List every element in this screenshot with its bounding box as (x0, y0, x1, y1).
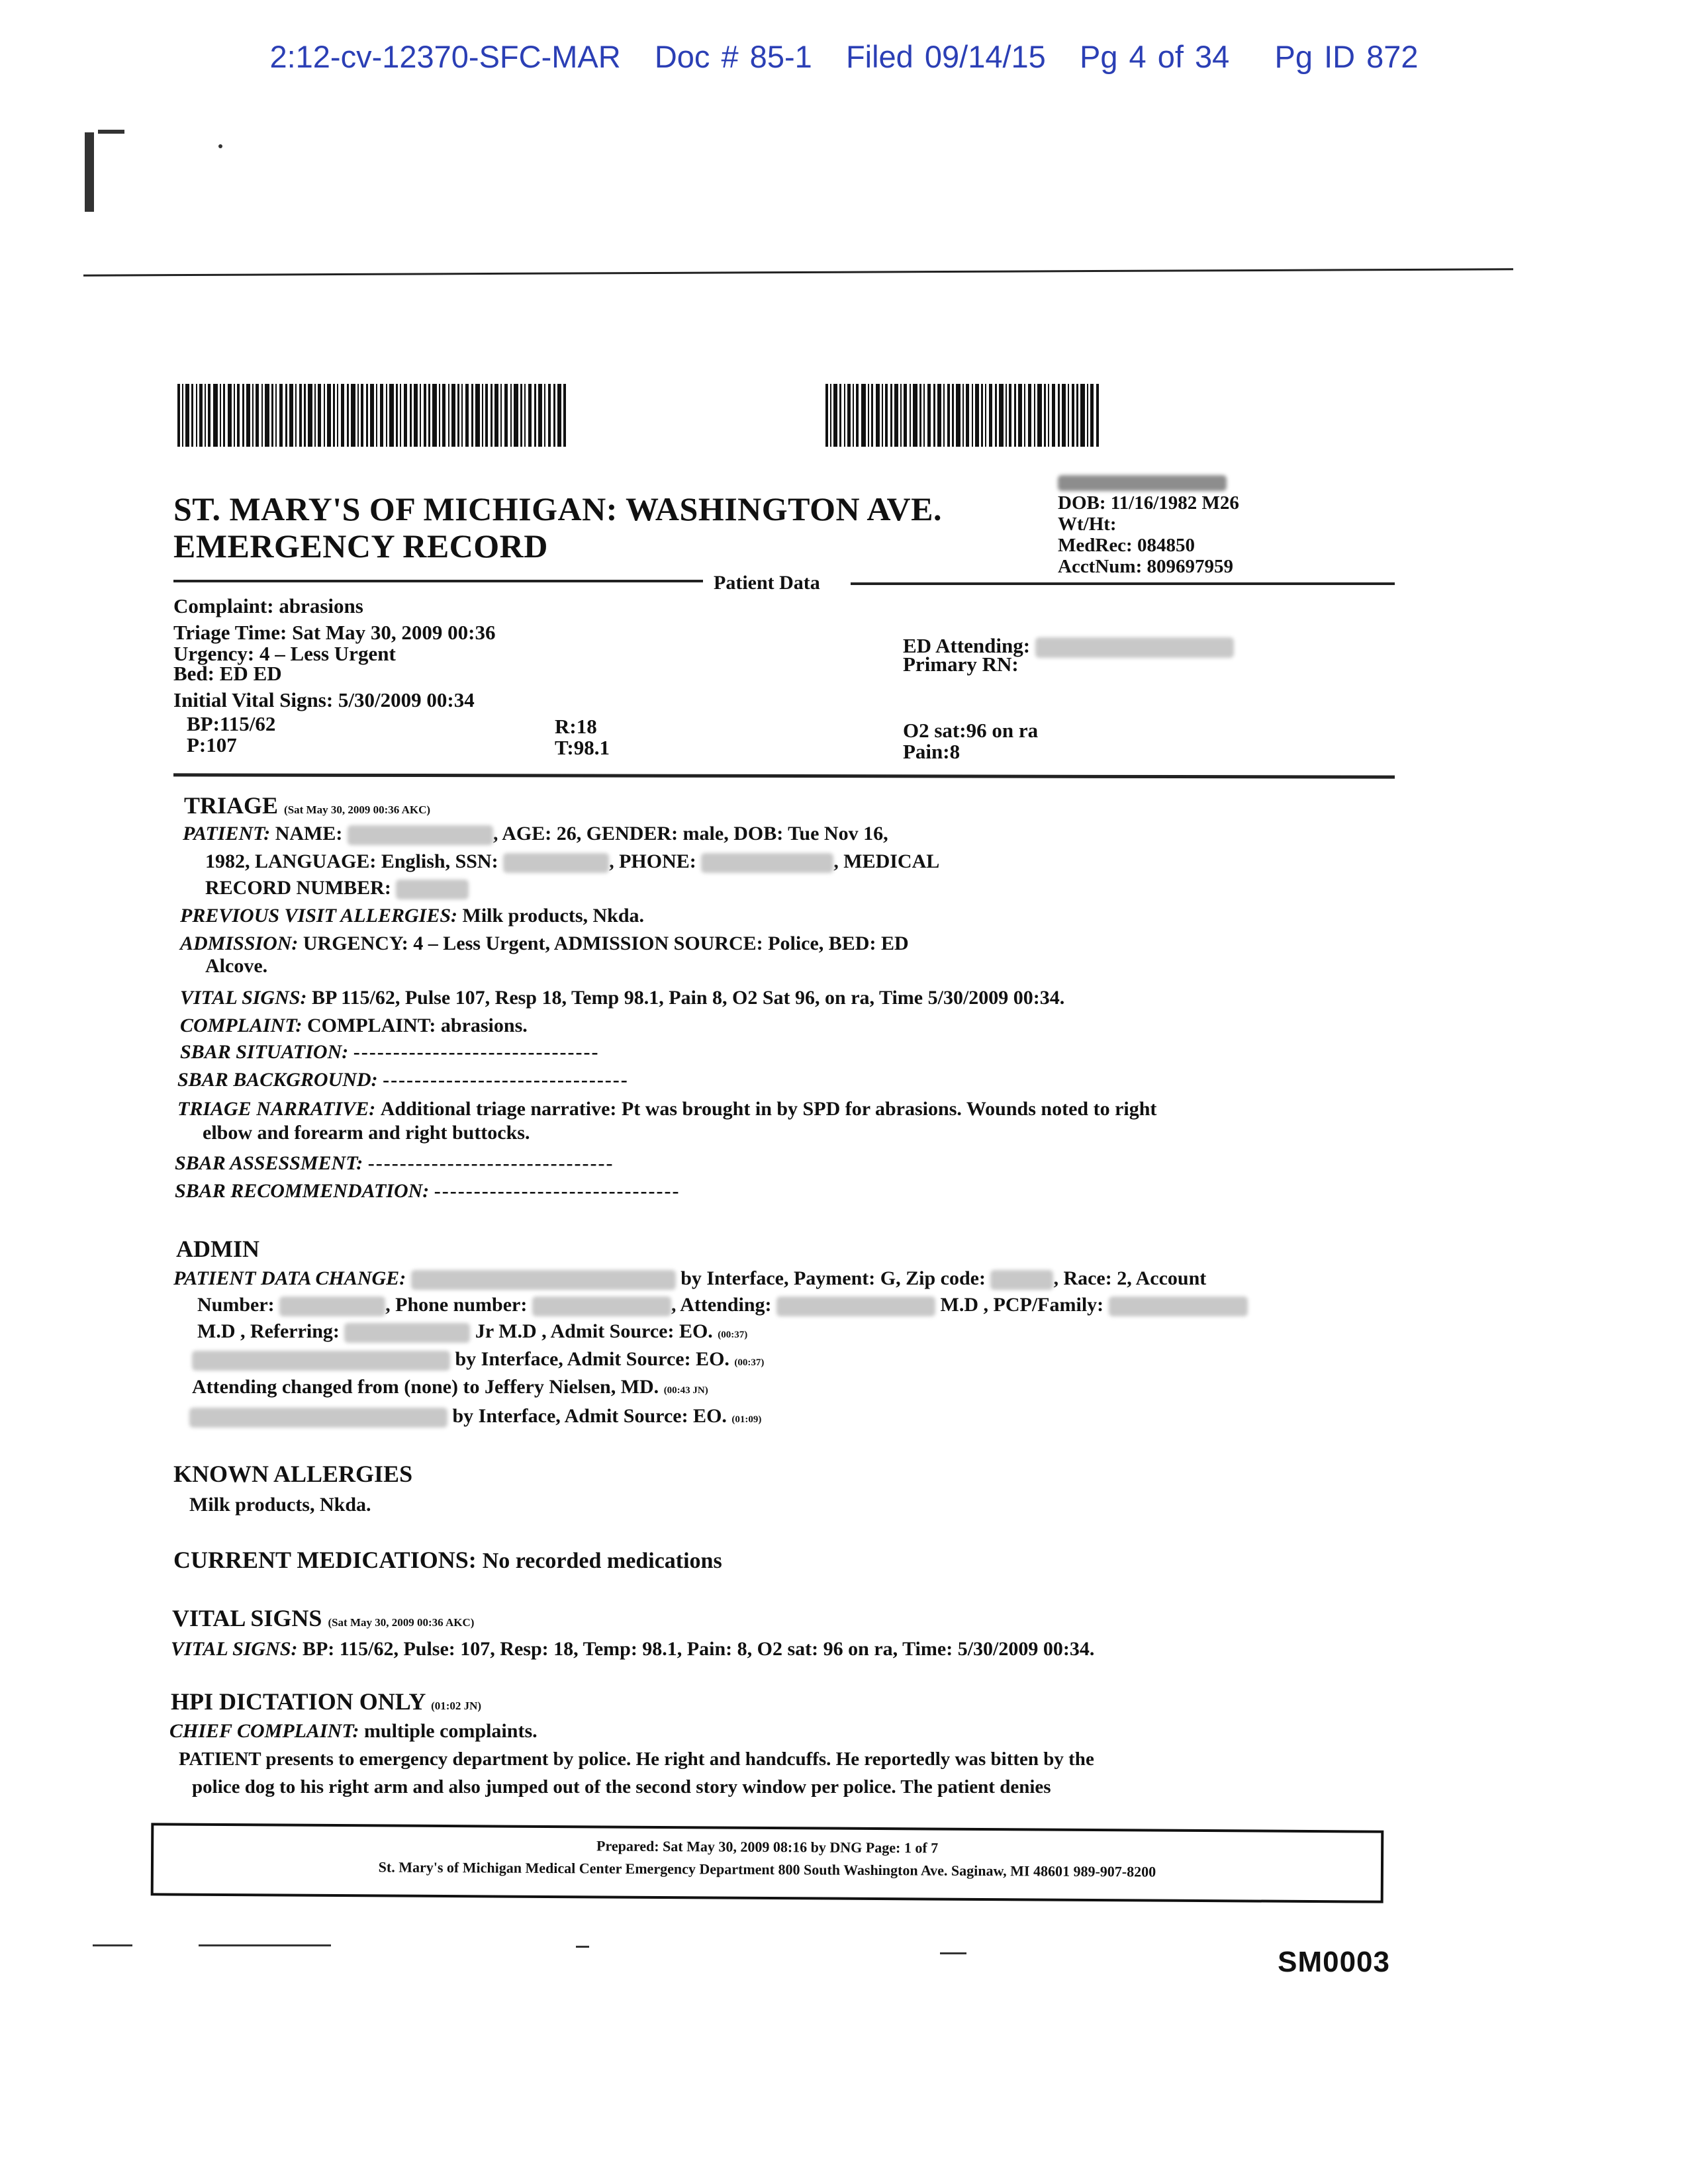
redacted-pcp (1109, 1297, 1248, 1316)
admin-line6 (189, 1403, 761, 1433)
redacted-admin-phone (532, 1297, 671, 1316)
prev-allergies-value: Milk products, Nkda. (462, 905, 645, 927)
sbar-recommendation-label: SBAR RECOMMENDATION: (175, 1180, 430, 1202)
triage-narrative (177, 1096, 1156, 1122)
admin-line1 (173, 1265, 1206, 1292)
admin-line4-text: by Interface, Admit Source: EO. (450, 1348, 729, 1370)
redacted-account-number (279, 1297, 385, 1316)
triage-vital-signs (180, 985, 1064, 1011)
patient-wtht: Wt/Ht: (1058, 514, 1117, 535)
triage-patient-line1 (183, 821, 888, 847)
patient-data-rule-left (173, 580, 703, 582)
admin-line2 (197, 1292, 1248, 1318)
summary-initial-vitals: Initial Vital Signs: 5/30/2009 00:34 (173, 688, 475, 711)
redacted-change-id-2 (192, 1351, 450, 1371)
footer-address: St. Mary's of Michigan Medical Center Emergency Department 800 South Washington Ave. Saginaw, MI 48601 989-907-8200 (378, 1858, 1156, 1880)
patient-medrec: MedRec: 084850 (1058, 535, 1195, 556)
scan-artifact (85, 132, 94, 212)
hospital-title: ST. MARY'S OF MICHIGAN: WASHINGTON AVE. (173, 490, 942, 527)
redacted-name (348, 825, 493, 845)
redacted-zip (990, 1270, 1053, 1290)
page-number: Pg 4 of 34 (1080, 39, 1230, 74)
admin-line3-stamp: (00:37) (718, 1330, 748, 1340)
admin-referring-value: Jr M.D , Admit Source: EO. (470, 1320, 713, 1342)
summary-bed: Bed: ED ED (173, 662, 282, 685)
summary-urgency: Urgency: 4 – Less Urgent (173, 642, 396, 665)
scan-divider-line (83, 268, 1513, 276)
triage-record-number-label: RECORD NUMBER: (205, 877, 397, 899)
summary-pulse: P:107 (187, 733, 237, 756)
admin-line3 (197, 1318, 747, 1348)
redacted-patient-name (1058, 475, 1227, 491)
case-number: 2:12-cv-12370-SFC-MAR (269, 39, 621, 74)
scan-artifact (93, 1944, 132, 1946)
patient-data-change-label: PATIENT DATA CHANGE: (173, 1267, 406, 1289)
chief-complaint-label: CHIEF COMPLAINT: (169, 1720, 359, 1742)
ed-attending-label: ED Attending: (903, 634, 1031, 657)
triage-phone-label: , PHONE: (609, 850, 702, 872)
medications-heading (173, 1546, 722, 1574)
summary-triage-time: Triage Time: Sat May 30, 2009 00:36 (173, 621, 496, 644)
triage-language-ssn: 1982, LANGUAGE: English, SSN: (205, 850, 504, 872)
admin-heading: ADMIN (176, 1236, 259, 1262)
barcode-right (825, 384, 1102, 447)
sbar-situation-dashes: ------------------------------- (353, 1041, 600, 1063)
triage-heading-text: TRIAGE (184, 792, 279, 819)
hpi-stamp: (01:02 JN) (431, 1700, 482, 1712)
vital-signs-heading-text: VITAL SIGNS (172, 1605, 322, 1631)
sbar-recommendation (175, 1178, 680, 1205)
admin-payment-zip: by Interface, Payment: G, Zip code: (675, 1267, 991, 1289)
hpi-chief-complaint (169, 1718, 538, 1745)
triage-complaint-value: COMPLAINT: abrasions. (306, 1015, 528, 1036)
redacted-record-number (396, 880, 469, 899)
hpi-paragraph-line1: PATIENT presents to emergency department by police. He right and handcuffs. He reportedly was bitten by the (179, 1749, 1094, 1770)
triage-narrative-cont: elbow and forearm and right buttocks. (203, 1122, 530, 1144)
sbar-assessment-label: SBAR ASSESSMENT: (175, 1152, 363, 1174)
page-id: Pg ID 872 (1274, 39, 1419, 74)
summary-primary-rn: Primary RN: (903, 653, 1019, 676)
sbar-background-dashes: ------------------------------- (383, 1069, 629, 1091)
sbar-situation-label: SBAR SITUATION: (180, 1041, 349, 1063)
vital-signs-line (171, 1636, 1094, 1662)
scan-artifact (98, 130, 124, 134)
admin-line6-stamp: (01:09) (731, 1414, 762, 1425)
admin-line6-text: by Interface, Admit Source: EO. (447, 1405, 727, 1427)
scan-artifact (199, 1944, 331, 1946)
medications-heading-text: CURRENT MEDICATIONS: (173, 1547, 477, 1573)
bates-number: SM0003 (1278, 1946, 1390, 1978)
document-footer (151, 1823, 1384, 1903)
record-title: EMERGENCY RECORD (173, 527, 548, 565)
triage-vitals-value: BP 115/62, Pulse 107, Resp 18, Temp 98.1, Pain 8, O2 Sat 96, on ra, Time 5/30/2009 00:34. (311, 987, 1065, 1009)
scan-artifact (940, 1952, 966, 1954)
admin-pcp-label: M.D , PCP/Family: (935, 1294, 1109, 1316)
vital-signs-value: BP: 115/62, Pulse: 107, Resp: 18, Temp: 98.1, Pain: 8, O2 sat: 96 on ra, Time: 5/30/2009 00:34. (302, 1638, 1095, 1660)
scan-artifact (218, 144, 222, 148)
medications-value: No recorded medications (482, 1549, 722, 1573)
court-filing-header (0, 38, 1688, 75)
admin-attending-change: Attending changed from (none) to Jeffery Nielsen, MD. (192, 1376, 659, 1398)
summary-pain: Pain:8 (903, 740, 961, 763)
summary-resp: R:18 (555, 715, 597, 738)
triage-admission (180, 931, 909, 957)
redacted-ssn (503, 853, 609, 873)
patient-id-block (1058, 471, 1239, 577)
admin-line5 (192, 1374, 708, 1404)
triage-complaint (180, 1013, 528, 1039)
vital-signs-label: VITAL SIGNS: (171, 1638, 298, 1660)
redacted-referring (344, 1323, 470, 1343)
hpi-heading (171, 1688, 481, 1715)
doc-number: Doc # 85-1 (654, 39, 812, 74)
admin-line4-stamp: (00:37) (734, 1357, 765, 1368)
triage-vitals-label: VITAL SIGNS: (180, 987, 307, 1009)
sbar-assessment-dashes: ------------------------------- (367, 1152, 614, 1174)
triage-prev-allergies (180, 903, 644, 929)
sbar-assessment (175, 1150, 614, 1177)
triage-patient-line3 (205, 875, 469, 901)
allergies-heading: KNOWN ALLERGIES (173, 1461, 413, 1487)
triage-medical-label: , MEDICAL (833, 850, 940, 872)
admission-label: ADMISSION: (180, 933, 299, 954)
triage-narrative-value: Additional triage narrative: Pt was brought in by SPD for abrasions. Wounds noted to right (380, 1098, 1157, 1120)
hpi-heading-text: HPI DICTATION ONLY (171, 1688, 426, 1715)
admin-attending-label: , Attending: (671, 1294, 777, 1316)
scan-artifact (576, 1946, 589, 1948)
redacted-change-id-3 (189, 1408, 447, 1428)
prev-allergies-label: PREVIOUS VISIT ALLERGIES: (180, 905, 458, 927)
allergies-value: Milk products, Nkda. (189, 1494, 371, 1516)
summary-o2-sat: O2 sat:96 on ra (903, 719, 1039, 742)
triage-narrative-label: TRIAGE NARRATIVE: (177, 1098, 376, 1120)
admin-line5-stamp: (00:43 JN) (663, 1385, 708, 1396)
admission-value-cont: Alcove. (205, 955, 268, 977)
summary-temp: T:98.1 (555, 736, 610, 759)
summary-complaint: Complaint: abrasions (173, 594, 363, 617)
admin-number-label: Number: (197, 1294, 280, 1316)
vital-signs-stamp: (Sat May 30, 2009 00:36 AKC) (328, 1616, 475, 1629)
admin-line4 (192, 1346, 764, 1376)
hpi-paragraph-line2: police dog to his right arm and also jumped out of the second story window per police. The patient denies (192, 1776, 1051, 1797)
redacted-phone (701, 853, 833, 873)
admin-phone-label: , Phone number: (385, 1294, 532, 1316)
sbar-background-label: SBAR BACKGROUND: (177, 1069, 378, 1091)
filed-date: Filed 09/14/15 (845, 39, 1046, 74)
triage-heading (184, 792, 430, 819)
triage-patient-age: , AGE: 26, GENDER: male, DOB: Tue Nov 16, (492, 823, 888, 844)
admin-referring-label: M.D , Referring: (197, 1320, 345, 1342)
admission-value: URGENCY: 4 – Less Urgent, ADMISSION SOURCE: Police, BED: ED (303, 933, 909, 954)
triage-patient-label: PATIENT: (183, 823, 271, 844)
sbar-recommendation-dashes: ------------------------------- (434, 1180, 680, 1202)
sbar-background (177, 1067, 629, 1093)
footer-prepared: Prepared: Sat May 30, 2009 08:16 by DNG Page: 1 of 7 (596, 1837, 939, 1856)
patient-data-label: Patient Data (714, 572, 820, 594)
redacted-change-id (411, 1270, 676, 1290)
vital-signs-heading (172, 1604, 474, 1632)
barcode-left (177, 384, 567, 447)
summary-bp: BP:115/62 (187, 712, 276, 735)
patient-acctnum: AcctNum: 809697959 (1058, 556, 1233, 577)
triage-complaint-label: COMPLAINT: (180, 1015, 303, 1036)
patient-data-rule-right (851, 582, 1395, 585)
triage-stamp: (Sat May 30, 2009 00:36 AKC) (284, 803, 431, 816)
triage-patient-name-label: NAME: (275, 823, 348, 844)
redacted-attending (1035, 637, 1234, 658)
redacted-admin-attending (776, 1297, 935, 1316)
patient-dob: DOB: 11/16/1982 M26 (1058, 492, 1239, 514)
sbar-situation (180, 1039, 599, 1066)
chief-complaint-value: multiple complaints. (363, 1720, 538, 1742)
admin-race-account: , Race: 2, Account (1053, 1267, 1207, 1289)
summary-bottom-rule (173, 773, 1395, 778)
triage-patient-line2 (205, 848, 939, 875)
